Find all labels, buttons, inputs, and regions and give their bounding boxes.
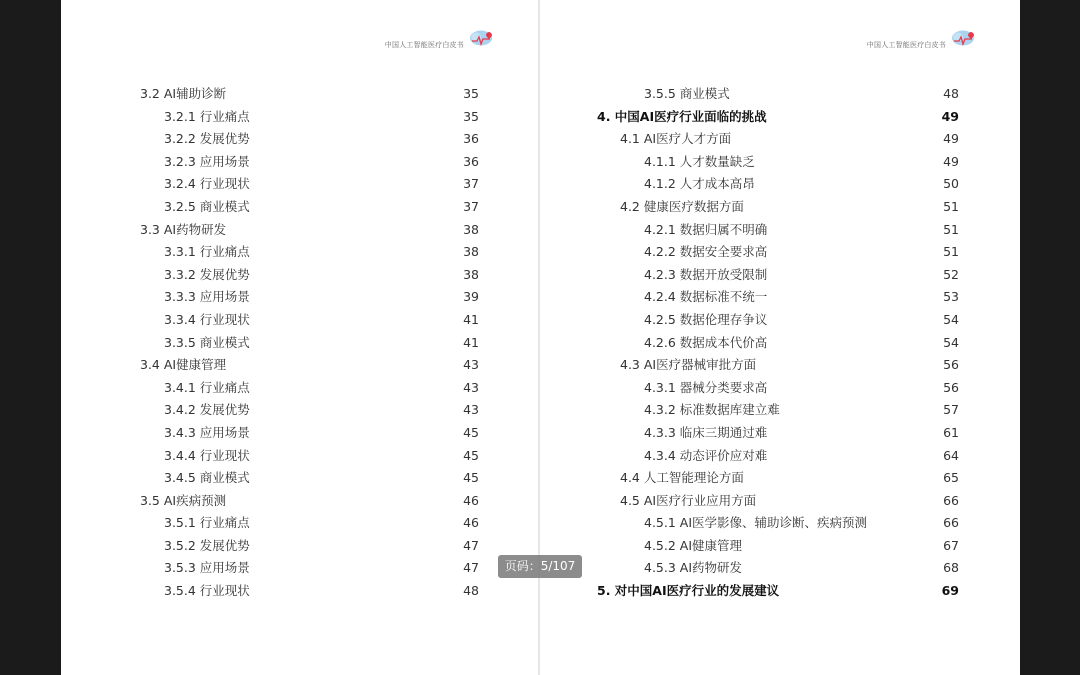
toc-entry[interactable] [540, 535, 1020, 558]
toc-entry[interactable] [540, 422, 1020, 445]
page-header [385, 28, 494, 50]
toc-entry-page: 47 [463, 560, 479, 576]
toc-entry-title: 3.2 AI辅助诊断 [140, 86, 227, 101]
toc-entry-page: 54 [943, 311, 959, 327]
toc-entry-title: 4.3.1 器械分类要求高 [644, 379, 768, 395]
toc-entry-title: 3.3.4 行业现状 [164, 311, 250, 327]
toc-entry[interactable] [61, 128, 538, 151]
toc-entry[interactable] [61, 377, 538, 400]
toc-entry[interactable] [61, 286, 538, 309]
toc-entry-page: 52 [943, 266, 959, 282]
left-page [61, 0, 538, 675]
toc-entry-title: 3.5.1 行业痛点 [164, 515, 250, 531]
toc-entry-title: 4.2.2 数据安全要求高 [644, 244, 768, 260]
toc-entry[interactable] [61, 264, 538, 287]
toc-entry-page: 69 [941, 583, 959, 599]
toc-entry-title: 3.5 AI疾病预测 [140, 492, 227, 508]
toc-entry-title: 3.2.1 行业痛点 [164, 108, 250, 124]
toc-entry-title: 4.2.4 数据标准不统一 [644, 289, 768, 305]
toc-entry-title: 4.2.3 数据开放受限制 [644, 266, 768, 282]
toc-entry-title: 3.2.4 行业现状 [164, 176, 250, 192]
toc-entry[interactable] [61, 399, 538, 422]
toc-entry-page: 48 [943, 86, 959, 101]
toc-entry-page: 66 [943, 492, 959, 508]
toc-entry-page: 57 [943, 402, 959, 418]
toc-entry[interactable] [61, 241, 538, 264]
toc-entry[interactable] [61, 354, 538, 377]
toc-list-right [540, 83, 1020, 603]
toc-entry[interactable] [540, 309, 1020, 332]
toc-entry-page: 37 [463, 198, 479, 214]
toc-entry[interactable] [540, 467, 1020, 490]
toc-entry-title: 4.2 健康医疗数据方面 [620, 198, 744, 214]
toc-entry-page: 61 [943, 424, 959, 440]
toc-entry-page: 48 [463, 583, 479, 599]
toc-entry-title: 3.3 AI药物研发 [140, 221, 227, 237]
toc-entry[interactable] [61, 332, 538, 355]
toc-entry-title: 3.4.5 商业模式 [164, 470, 250, 486]
toc-entry-page: 51 [943, 244, 959, 260]
toc-entry-title: 4.2.1 数据归属不明确 [644, 221, 768, 237]
toc-entry-page: 65 [943, 470, 959, 486]
toc-entry[interactable] [540, 264, 1020, 287]
toc-entry[interactable] [61, 535, 538, 558]
toc-entry-title: 3.4.2 发展优势 [164, 402, 250, 418]
toc-entry-page: 36 [463, 131, 479, 147]
toc-entry-page: 45 [463, 424, 479, 440]
toc-entry-title: 4.5 AI医疗行业应用方面 [620, 492, 757, 508]
toc-entry[interactable] [61, 173, 538, 196]
toc-entry-page: 36 [463, 153, 479, 169]
toc-entry-title: 3.3.3 应用场景 [164, 289, 250, 305]
toc-entry-page: 68 [943, 560, 959, 576]
toc-entry[interactable] [61, 467, 538, 490]
page-header [867, 28, 976, 50]
toc-entry-title: 4. 中国AI医疗行业面临的挑战 [597, 108, 767, 124]
toc-entry-page: 43 [463, 402, 479, 418]
toc-entry-page: 43 [463, 357, 479, 373]
toc-entry-page: 51 [943, 221, 959, 237]
brain-heart-logo-icon [466, 28, 494, 50]
toc-entry-title: 4.2.6 数据成本代价高 [644, 334, 768, 350]
toc-entry-page: 46 [463, 515, 479, 531]
toc-entry-page: 46 [463, 492, 479, 508]
toc-entry[interactable] [61, 106, 538, 129]
toc-entry-page: 37 [463, 176, 479, 192]
toc-entry[interactable] [61, 83, 538, 106]
toc-entry[interactable] [61, 151, 538, 174]
toc-entry-title: 3.4.4 行业现状 [164, 447, 250, 463]
toc-entry-title: 3.4 AI健康管理 [140, 357, 227, 373]
toc-entry-title: 3.4.1 行业痛点 [164, 379, 250, 395]
toc-entry[interactable] [540, 332, 1020, 355]
toc-entry-page: 50 [943, 176, 959, 192]
toc-entry[interactable] [540, 512, 1020, 535]
toc-entry-page: 49 [943, 131, 959, 147]
toc-entry[interactable] [61, 580, 538, 603]
header-title: 中国人工智能医疗白皮书 [384, 41, 464, 49]
toc-entry-title: 3.5.4 行业现状 [164, 583, 250, 599]
toc-entry-title: 3.3.2 发展优势 [164, 266, 250, 282]
toc-entry-title: 4.1.2 人才成本高昂 [644, 176, 755, 192]
toc-entry-title: 4.5.2 AI健康管理 [644, 537, 743, 553]
toc-entry[interactable] [61, 422, 538, 445]
toc-entry[interactable] [540, 128, 1020, 151]
toc-entry[interactable] [540, 219, 1020, 242]
header-title: 中国人工智能医疗白皮书 [866, 41, 946, 49]
toc-entry[interactable] [61, 196, 538, 219]
toc-entry-title: 3.5.5 商业模式 [644, 86, 730, 101]
toc-entry-page: 56 [943, 357, 959, 373]
toc-entry-page: 38 [463, 221, 479, 237]
toc-entry-title: 4.5.1 AI医学影像、辅助诊断、疾病预测 [644, 515, 868, 531]
toc-entry-title: 5. 对中国AI医疗行业的发展建议 [597, 583, 780, 599]
toc-entry-page: 56 [943, 379, 959, 395]
toc-entry-page: 38 [463, 266, 479, 282]
toc-entry[interactable] [540, 241, 1020, 264]
toc-entry[interactable] [61, 445, 538, 468]
toc-entry-title: 4.5.3 AI药物研发 [644, 560, 743, 576]
toc-entry[interactable] [540, 580, 1020, 603]
toc-entry-title: 3.2.5 商业模式 [164, 198, 250, 214]
toc-entry-title: 3.3.5 商业模式 [164, 334, 250, 350]
toc-entry-page: 43 [463, 379, 479, 395]
toc-entry[interactable] [540, 196, 1020, 219]
toc-list-left [61, 83, 538, 603]
toc-entry[interactable] [61, 557, 538, 580]
toc-entry-page: 47 [463, 537, 479, 553]
toc-entry-page: 45 [463, 447, 479, 463]
toc-entry-title: 4.1 AI医疗人才方面 [620, 131, 732, 147]
toc-entry[interactable] [540, 286, 1020, 309]
toc-entry[interactable] [61, 490, 538, 513]
toc-entry-title: 4.3 AI医疗器械审批方面 [620, 357, 757, 373]
toc-entry[interactable] [540, 445, 1020, 468]
toc-entry-title: 3.4.3 应用场景 [164, 424, 250, 440]
toc-entry[interactable] [540, 83, 1020, 106]
toc-entry-page: 67 [943, 537, 959, 553]
toc-entry-page: 49 [943, 153, 959, 169]
toc-entry-page: 38 [463, 244, 479, 260]
toc-entry-page: 35 [463, 108, 479, 124]
toc-entry[interactable] [540, 151, 1020, 174]
right-page [540, 0, 1020, 675]
toc-entry-page: 54 [943, 334, 959, 350]
toc-entry-page: 45 [463, 470, 479, 486]
toc-entry-title: 4.2.5 数据伦理存争议 [644, 311, 768, 327]
toc-entry-page: 53 [943, 289, 959, 305]
toc-entry-page: 35 [463, 86, 479, 101]
page-indicator: 页码：5/107 [498, 555, 582, 578]
toc-entry[interactable] [61, 219, 538, 242]
toc-entry[interactable] [540, 490, 1020, 513]
toc-entry-title: 4.1.1 人才数量缺乏 [644, 153, 755, 169]
toc-entry-title: 4.3.3 临床三期通过难 [644, 424, 768, 440]
toc-entry-title: 3.2.3 应用场景 [164, 153, 250, 169]
toc-entry[interactable] [540, 106, 1020, 129]
toc-entry-page: 41 [463, 334, 479, 350]
toc-entry[interactable] [61, 512, 538, 535]
toc-entry-page: 64 [943, 447, 959, 463]
toc-entry[interactable] [540, 354, 1020, 377]
toc-entry-page: 51 [943, 198, 959, 214]
toc-entry-page: 49 [941, 108, 959, 124]
toc-entry-page: 66 [943, 515, 959, 531]
toc-entry-page: 41 [463, 311, 479, 327]
toc-entry[interactable] [540, 399, 1020, 422]
toc-entry-title: 3.5.2 发展优势 [164, 537, 250, 553]
toc-entry[interactable] [540, 557, 1020, 580]
toc-entry-title: 4.3.2 标准数据库建立难 [644, 402, 780, 418]
toc-entry-title: 4.4 人工智能理论方面 [620, 470, 744, 486]
toc-entry[interactable] [61, 309, 538, 332]
toc-entry-title: 3.2.2 发展优势 [164, 131, 250, 147]
toc-entry-title: 3.5.3 应用场景 [164, 560, 250, 576]
toc-entry[interactable] [540, 173, 1020, 196]
brain-heart-logo-icon [948, 28, 976, 50]
toc-entry-page: 39 [463, 289, 479, 305]
toc-entry-title: 3.3.1 行业痛点 [164, 244, 250, 260]
toc-entry-title: 4.3.4 动态评价应对难 [644, 447, 768, 463]
toc-entry[interactable] [540, 377, 1020, 400]
